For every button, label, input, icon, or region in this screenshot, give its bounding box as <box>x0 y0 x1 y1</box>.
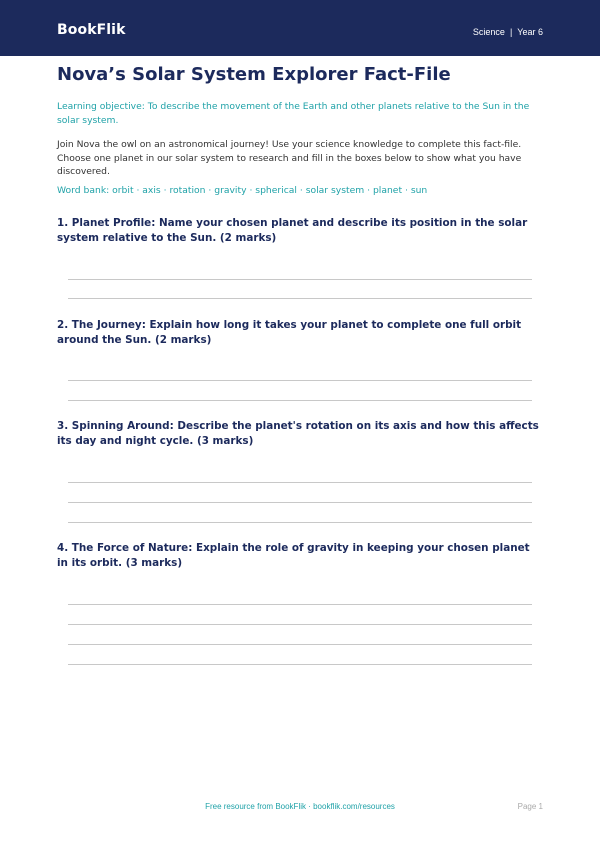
meta-separator: | <box>509 27 513 37</box>
answer-line[interactable] <box>68 400 532 401</box>
answer-line[interactable] <box>68 522 532 523</box>
year-label: Year 6 <box>517 27 543 37</box>
answer-line[interactable] <box>68 298 532 299</box>
answer-line[interactable] <box>68 380 532 381</box>
header-bar <box>0 0 600 56</box>
question-4: 4. The Force of Nature: Explain the role of gravity in keeping your chosen planet in its orbit. (3 marks) <box>57 542 530 569</box>
brand-logo-text: BookFlik <box>57 22 126 38</box>
question-1: 1. Planet Profile: Name your chosen planet and describe its position in the solar system relative to the Sun. (2 marks) <box>57 217 528 244</box>
answer-line[interactable] <box>68 604 532 605</box>
question-3: 3. Spinning Around: Describe the planet's rotation on its axis and how this affects its day and night cycle. (3 marks) <box>57 420 539 447</box>
footer-credit-link[interactable]: Free resource from BookFlik · bookflik.com/resources <box>205 802 395 811</box>
page-number: Page 1 <box>517 802 543 811</box>
word-bank: Word bank: orbit · axis · rotation · gravity · spherical · solar system · planet · sun <box>57 185 428 196</box>
subject-label: Science <box>472 27 505 37</box>
page-title: Nova’s Solar System Explorer Fact-File <box>57 64 451 85</box>
intro-text: Join Nova the owl on an astronomical journey! Use your science knowledge to complete this fact-file. Choose one planet in our solar system to research and fill in the boxes below to show what you have discovered. <box>57 139 522 177</box>
answer-line[interactable] <box>68 664 532 665</box>
answer-line[interactable] <box>68 502 532 503</box>
answer-line[interactable] <box>68 279 532 280</box>
answer-line[interactable] <box>68 624 532 625</box>
subject-year <box>473 27 543 37</box>
answer-line[interactable] <box>68 482 532 483</box>
learning-objective: Learning objective: To describe the movement of the Earth and other planets relative to the Sun in the solar system. <box>57 101 530 126</box>
answer-line[interactable] <box>68 644 532 645</box>
question-2: 2. The Journey: Explain how long it takes your planet to complete one full orbit around the Sun. (2 marks) <box>57 319 522 346</box>
